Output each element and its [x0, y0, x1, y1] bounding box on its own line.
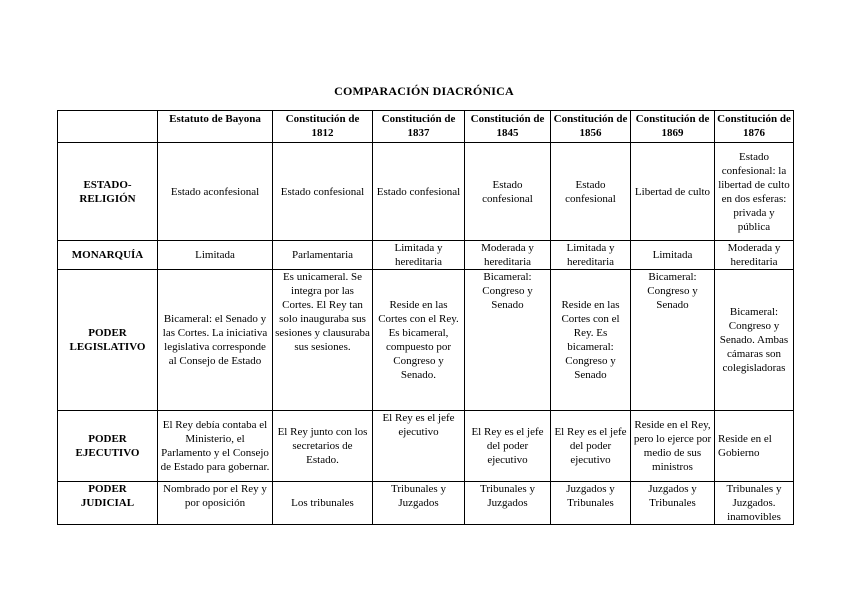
table-cell: Estado confesional	[273, 143, 373, 241]
row-label-text: PODER LEGISLATIVO	[69, 327, 146, 353]
header-empty-cell	[58, 111, 158, 143]
table-cell: Reside en las Cortes con el Rey. Es bicameral, compuesto por Congreso y Senado.	[373, 270, 465, 411]
table-cell: El Rey es el jefe del poder ejecutivo	[465, 411, 551, 482]
table-cell: Estado confesional	[551, 143, 631, 241]
table-cell: Juzgados y Tribunales	[631, 482, 715, 525]
table-header-row	[58, 111, 794, 143]
table-cell: Reside en el Rey, pero lo ejerce por medio de sus ministros	[631, 411, 715, 482]
table-row-poder-legislativo	[58, 270, 794, 411]
header-constitucion-1856: Constitución de 1856	[551, 111, 631, 143]
table-cell: Limitada	[631, 241, 715, 270]
table-cell: El Rey debía contaba el Ministerio, el Parlamento y el Consejo de Estado para gobernar.	[158, 411, 273, 482]
table-row-poder-judicial	[58, 482, 794, 525]
table-cell: Los tribunales	[273, 482, 373, 525]
header-constitucion-1837: Constitución de 1837	[373, 111, 465, 143]
table-cell: Estado confesional: la libertad de culto en dos esferas: privada y pública	[715, 143, 794, 241]
table-cell: Reside en el Gobierno	[715, 411, 794, 482]
table-cell: Tribunales y Juzgados	[373, 482, 465, 525]
table-cell: El Rey es el jefe del poder ejecutivo	[551, 411, 631, 482]
table-cell: El Rey es el jefe ejecutivo	[373, 411, 465, 482]
table-cell: Limitada y hereditaria	[373, 241, 465, 270]
table-cell: Limitada y hereditaria	[551, 241, 631, 270]
table-cell: Bicameral: Congreso y Senado	[631, 270, 715, 411]
header-estatuto-bayona: Estatuto de Bayona	[158, 111, 273, 143]
table-cell: Estado confesional	[373, 143, 465, 241]
table-cell: Moderada y hereditaria	[465, 241, 551, 270]
table-cell: Tribunales y Juzgados	[465, 482, 551, 525]
table-cell: Moderada y hereditaria	[715, 241, 794, 270]
table-cell: El Rey junto con los secretarios de Estado.	[273, 411, 373, 482]
table-cell: Tribunales y Juzgados. inamovibles	[715, 482, 794, 525]
table-cell: Es unicameral. Se integra por las Cortes. El Rey tan solo inauguraba sus sesiones y clausuraba sus sesiones.	[273, 270, 373, 411]
table-row-monarquia	[58, 241, 794, 270]
table-cell: Bicameral: Congreso y Senado	[465, 270, 551, 411]
row-label	[58, 482, 158, 525]
table-cell: Nombrado por el Rey y por oposición	[158, 482, 273, 525]
row-label-text: PODER JUDICIAL	[80, 483, 135, 509]
table-cell: Estado confesional	[465, 143, 551, 241]
header-constitucion-1876: Constitución de 1876	[715, 111, 794, 143]
table-cell: Bicameral: Congreso y Senado. Ambas cámaras son colegisladoras	[715, 270, 794, 411]
table-cell: Parlamentaria	[273, 241, 373, 270]
comparison-table	[57, 110, 794, 525]
header-constitucion-1812: Constitución de 1812	[273, 111, 373, 143]
table-row-estado-religion	[58, 143, 794, 241]
header-constitucion-1845: Constitución de 1845	[465, 111, 551, 143]
row-label-text: MONARQUÍA	[71, 249, 144, 261]
header-constitucion-1869: Constitución de 1869	[631, 111, 715, 143]
document-title: COMPARACIÓN DIACRÓNICA	[334, 84, 514, 98]
row-label-text: PODER EJECUTIVO	[75, 433, 140, 459]
row-label	[58, 270, 158, 411]
table-cell: Bicameral: el Senado y las Cortes. La iniciativa legislativa corresponde al Consejo de Estado	[158, 270, 273, 411]
row-label	[58, 411, 158, 482]
row-label	[58, 143, 158, 241]
table-cell: Reside en las Cortes con el Rey. Es bicameral: Congreso y Senado	[551, 270, 631, 411]
table-cell: Estado aconfesional	[158, 143, 273, 241]
table-cell: Limitada	[158, 241, 273, 270]
table-cell: Libertad de culto	[631, 143, 715, 241]
row-label-text: ESTADO- RELIGIÓN	[79, 178, 136, 205]
table-row-poder-ejecutivo	[58, 411, 794, 482]
table-cell: Juzgados y Tribunales	[551, 482, 631, 525]
row-label	[58, 241, 158, 270]
